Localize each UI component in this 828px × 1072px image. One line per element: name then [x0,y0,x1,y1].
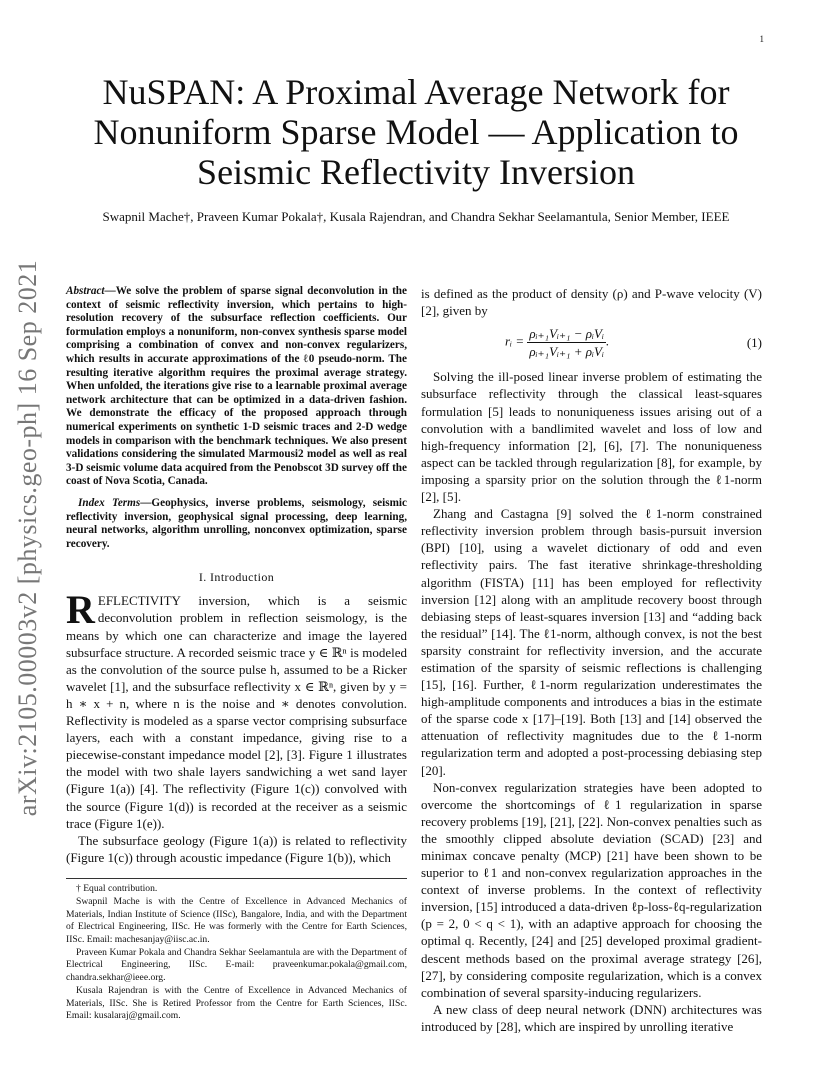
body-paragraph: The subsurface geology (Figure 1(a)) is related to reflectivity (Figure 1(c)) through acoustic impedance (Figure 1(b)), which [66,832,407,865]
intro-paragraph [66,587,407,831]
equation-number: (1) [746,335,762,351]
body-paragraph: Non-convex regularization strategies have been adopted to overcome the shortcomings of ℓ1 regularization in sparse recovery problems [19], [21], [22]. Non-convex penalties such as the smoothly clipped absolute deviation (SCAD) [23] and minimax concave penalty (MCP) [21] have been shown to be superior to ℓ1 and non-convex regularization approaches in the context of inverse problems. In the context of reflectivity inversion, [15] introduced a data-driven ℓp-loss-ℓq-regularization (p = 2, 0 < q < 1), with an adaptive approach for choosing the optimal q. Recently, [24] and [25] developed proximal gradient-descent methods based on the proximal average strategy [26], [27], by considering composite regularization, which is a convex combination of several sparsity-inducing regularizers. [421,779,762,1000]
title-line-1: NuSPAN: A Proximal Average Network for [102,72,730,112]
author-list: Swapnil Mache†, Praveen Kumar Pokala†, Kusala Rajendran, and Chandra Sekhar Seelamantula, Senior Member, IEEE [102,209,730,224]
title-line-3: Seismic Reflectivity Inversion [197,152,635,192]
equation-1 [421,325,762,360]
page-number: 1 [759,34,764,44]
body-paragraph: Zhang and Castagna [9] solved the ℓ1-norm constrained reflectivity inversion problem through basis-pursuit inversion (BPI) [10], using a wavelet dictionary of odd and even reflectivity pairs. The fast iterative shrinkage-thresholding algorithm (FISTA) [11] has been employed for reflectivity inversion [12] along with an amplitude recovery boost through debiasing steps of least-squares inversion [13] and “adding back the residual” [14]. The ℓ1-norm, although convex, is not the best sparsity constraint for reflectivity inversion, and the accurate estimation of the sparsity of seismic reflections is challenging [15], [16]. Further, ℓ1-norm regularization underestimates the high-amplitude components and introduces a bias in the estimate of the sparse code x [17]–[19]. Both [13] and [14] observed the attenuation of reflectivity magnitudes due to the ℓ1-norm regularization term and adopted a post-processing debiasing step [20]. [421,506,762,778]
drop-cap: R [66,587,95,633]
section-heading: I. Introduction [198,570,275,585]
abstract [66,285,407,489]
equation-formula [505,325,609,360]
index-terms-text: —Geophysics, inverse problems, seismology, seismic reflectivity inversion, geophysical signal processing, deep learning, neural networks, algorithm unrolling, nonconvex optimization, sparse recovery. [66,496,407,550]
index-terms-label: Index Terms [78,496,141,509]
arxiv-stamp-text: arXiv:2105.00003v2 [physics.geo-ph] 16 Sep 2021 [13,259,42,817]
footnote: Kusala Rajendran is with the Centre of Excellence in Advanced Mechanics of Materials, IISc. She is Retired Professor from the Centre for Earth Sciences, IISc. Email: kusalaraj@gmail.com. [66,985,407,1022]
abstract-text: —We solve the problem of sparse signal deconvolution in the context of seismic reflectivity inversion, which pertains to high-resolution recovery of the subsurface reflection coefficients. Our formulation employs a nonuniform, non-convex synthesis sparse model comprising a combination of convex and non-convex regularizers, which results in accurate approximations of the ℓ0 pseudo-norm. The resulting iterative algorithm requires the proximal average strategy. When unfolded, the iterations give rise to a learnable proximal average network architecture that can be optimized in a data-driven fashion. We demonstrate the efficacy of the proposed approach through numerical experiments on synthetic 1-D seismic traces and 2-D wedge models in comparison with the benchmark techniques. We also present validations considering the simulated Marmousi2 model as well as real 3-D seismic volume data acquired from the Penobscot 3D survey off the coast of Nova Scotia, Canada. [66,285,407,488]
footnotes [66,878,407,1023]
body-paragraph: is defined as the product of density (ρ) and P-wave velocity (V) [2], given by [421,286,762,319]
abstract-label: Abstract [66,285,105,297]
title-line-2: Nonuniform Sparse Model — Application to [93,112,739,152]
equation-numerator: ρᵢ₊₁Vᵢ₊₁ − ρᵢVᵢ [527,325,606,343]
right-column [421,285,762,1035]
equation-lhs: rᵢ = [505,333,525,349]
body-paragraph: Solving the ill-posed linear inverse problem of estimating the subsurface reflectivity through the classical least-squares formulation [5] leads to nonuniqueness issues arising out of a convolution with a bandlimited wavelet and loss of low and high-frequency information [2], [6], [7]. The nonuniqueness aspect can be tackled through regularization [8], for example, by imposing a sparsity prior on the solution through the ℓ1-norm [2], [5]. [421,369,762,505]
intro-paragraph-text: EFLECTIVITY inversion, which is a seismic deconvolution problem in reflection seismology, is the means by which one can characterize and image the layered subsurface structure. A recorded seismic trace y ∈ ℝⁿ is modeled as the convolution of the source pulse h, assumed to be a Ricker wavelet [1], and the subsurface reflectivity x ∈ ℝⁿ, given by y = h ∗ x + n, where n is the noise and ∗ denotes convolution. Reflectivity is modeled as a sparse vector comprising subsurface layers, each with a constant impedance, giving rise to a piecewise-constant impedance model [2], [3]. Figure 1 illustrates the model with two shale layers sandwiching a wet sand layer (Figure 1(a)) [4]. The reflectivity (Figure 1(c)) convolved with the source (Figure 1(d)) is recorded at the receiver as a seismic trace (Figure 1(e)). [66,593,407,831]
index-terms [66,497,407,551]
footnote: Praveen Kumar Pokala and Chandra Sekhar Seelamantula are with the Department of Electrical Engineering, IISc. E-mail: praveenkumar.pokala@gmail.com, chandra.sekhar@ieee.org. [66,947,407,983]
body-paragraph: A new class of deep neural network (DNN) architectures was introduced by [28], which are inspired by unrolling iterative [421,1001,762,1034]
left-column [66,285,407,866]
equation-denominator: ρᵢ₊₁Vᵢ₊₁ + ρᵢVᵢ [529,344,605,360]
paper-title [60,72,772,192]
equation-trail: . [606,333,610,349]
footnote: Swapnil Mache is with the Centre of Excellence in Advanced Mechanics of Materials, Indian Institute of Science (IISc), Bangalore, India, and with the Department of Electrical Engineering, IISc. He was formerly with the Centre for Earth Sciences, IISc. Email: machesanjay@iisc.ac.in. [66,896,407,945]
equation-fraction [527,325,606,360]
arxiv-stamp [8,258,48,818]
footnote: † Equal contribution. [76,883,158,894]
